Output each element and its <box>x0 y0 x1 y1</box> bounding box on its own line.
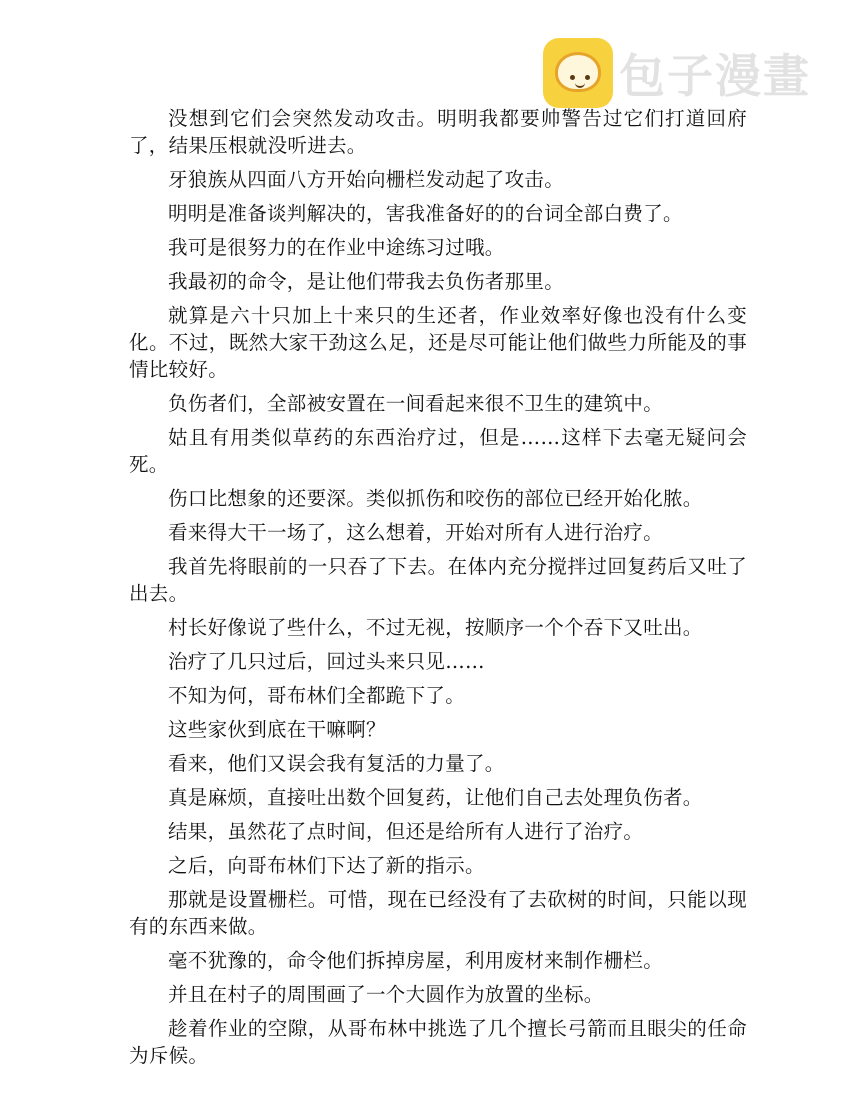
paragraph: 真是麻烦，直接吐出数个回复药，让他们自己去处理负伤者。 <box>168 786 703 809</box>
paragraph: 姑且有用类似草药的东西治疗过，但是……这样下去毫无疑问会死。 <box>129 426 747 476</box>
paragraph: 村长好像说了些什么，不过无视，按顺序一个个吞下又吐出。 <box>168 616 703 639</box>
paragraph: 我首先将眼前的一只吞了下去。在体内充分搅拌过回复药后又吐了出去。 <box>129 555 747 605</box>
bun-shape <box>555 52 601 92</box>
bun-smile <box>575 81 585 88</box>
paragraph: 不知为何，哥布林们全都跪下了。 <box>168 684 466 707</box>
paragraph: 看来得大干一场了，这么想着，开始对所有人进行治疗。 <box>168 521 664 544</box>
paragraph: 我可是很努力的在作业中途练习过哦。 <box>168 236 505 259</box>
paragraph: 趁着作业的空隙，从哥布林中挑选了几个擅长弓箭而且眼尖的任命为斥候。 <box>129 1017 747 1067</box>
paragraph: 负伤者们，全部被安置在一间看起来很不卫生的建筑中。 <box>168 392 664 415</box>
paragraph: 没想到它们会突然发动攻击。明明我都要帅警告过它们打道回府了，结果压根就没听进去。 <box>129 107 747 157</box>
paragraph: 伤口比想象的还要深。类似抓伤和咬伤的部位已经开始化脓。 <box>168 487 703 510</box>
bun-logo-icon <box>543 38 613 108</box>
paragraph: 明明是准备谈判解决的，害我准备好的的台词全部白费了。 <box>168 202 683 225</box>
paragraph: 并且在村子的周围画了一个大圆作为放置的坐标。 <box>168 983 604 1006</box>
paragraph: 治疗了几只过后，回过头来只见…… <box>168 650 485 673</box>
page-text <box>129 105 747 1076</box>
watermark <box>543 38 811 108</box>
paragraph: 这些家伙到底在干嘛啊？ <box>168 718 386 741</box>
bun-eye-left <box>570 75 575 80</box>
paragraph: 那就是设置栅栏。可惜，现在已经没有了去砍树的时间，只能以现有的东西来做。 <box>129 888 747 938</box>
paragraph: 结果，虽然花了点时间，但还是给所有人进行了治疗。 <box>168 820 644 843</box>
paragraph: 我最初的命令，是让他们带我去负伤者那里。 <box>168 270 565 293</box>
paragraph: 之后，向哥布林们下达了新的指示。 <box>168 854 485 877</box>
bun-eye-right <box>585 75 590 80</box>
paragraph: 看来，他们又误会我有复活的力量了。 <box>168 752 505 775</box>
watermark-text: 包子漫畫 <box>619 49 811 103</box>
paragraph: 就算是六十只加上十来只的生还者，作业效率好像也没有什么变化。不过，既然大家干劲这么足，还是尽可能让他们做些力所能及的事情比较好。 <box>129 304 747 381</box>
paragraph: 牙狼族从四面八方开始向栅栏发动起了攻击。 <box>168 168 565 191</box>
paragraph: 毫不犹豫的，命令他们拆掉房屋，利用废材来制作栅栏。 <box>168 949 664 972</box>
